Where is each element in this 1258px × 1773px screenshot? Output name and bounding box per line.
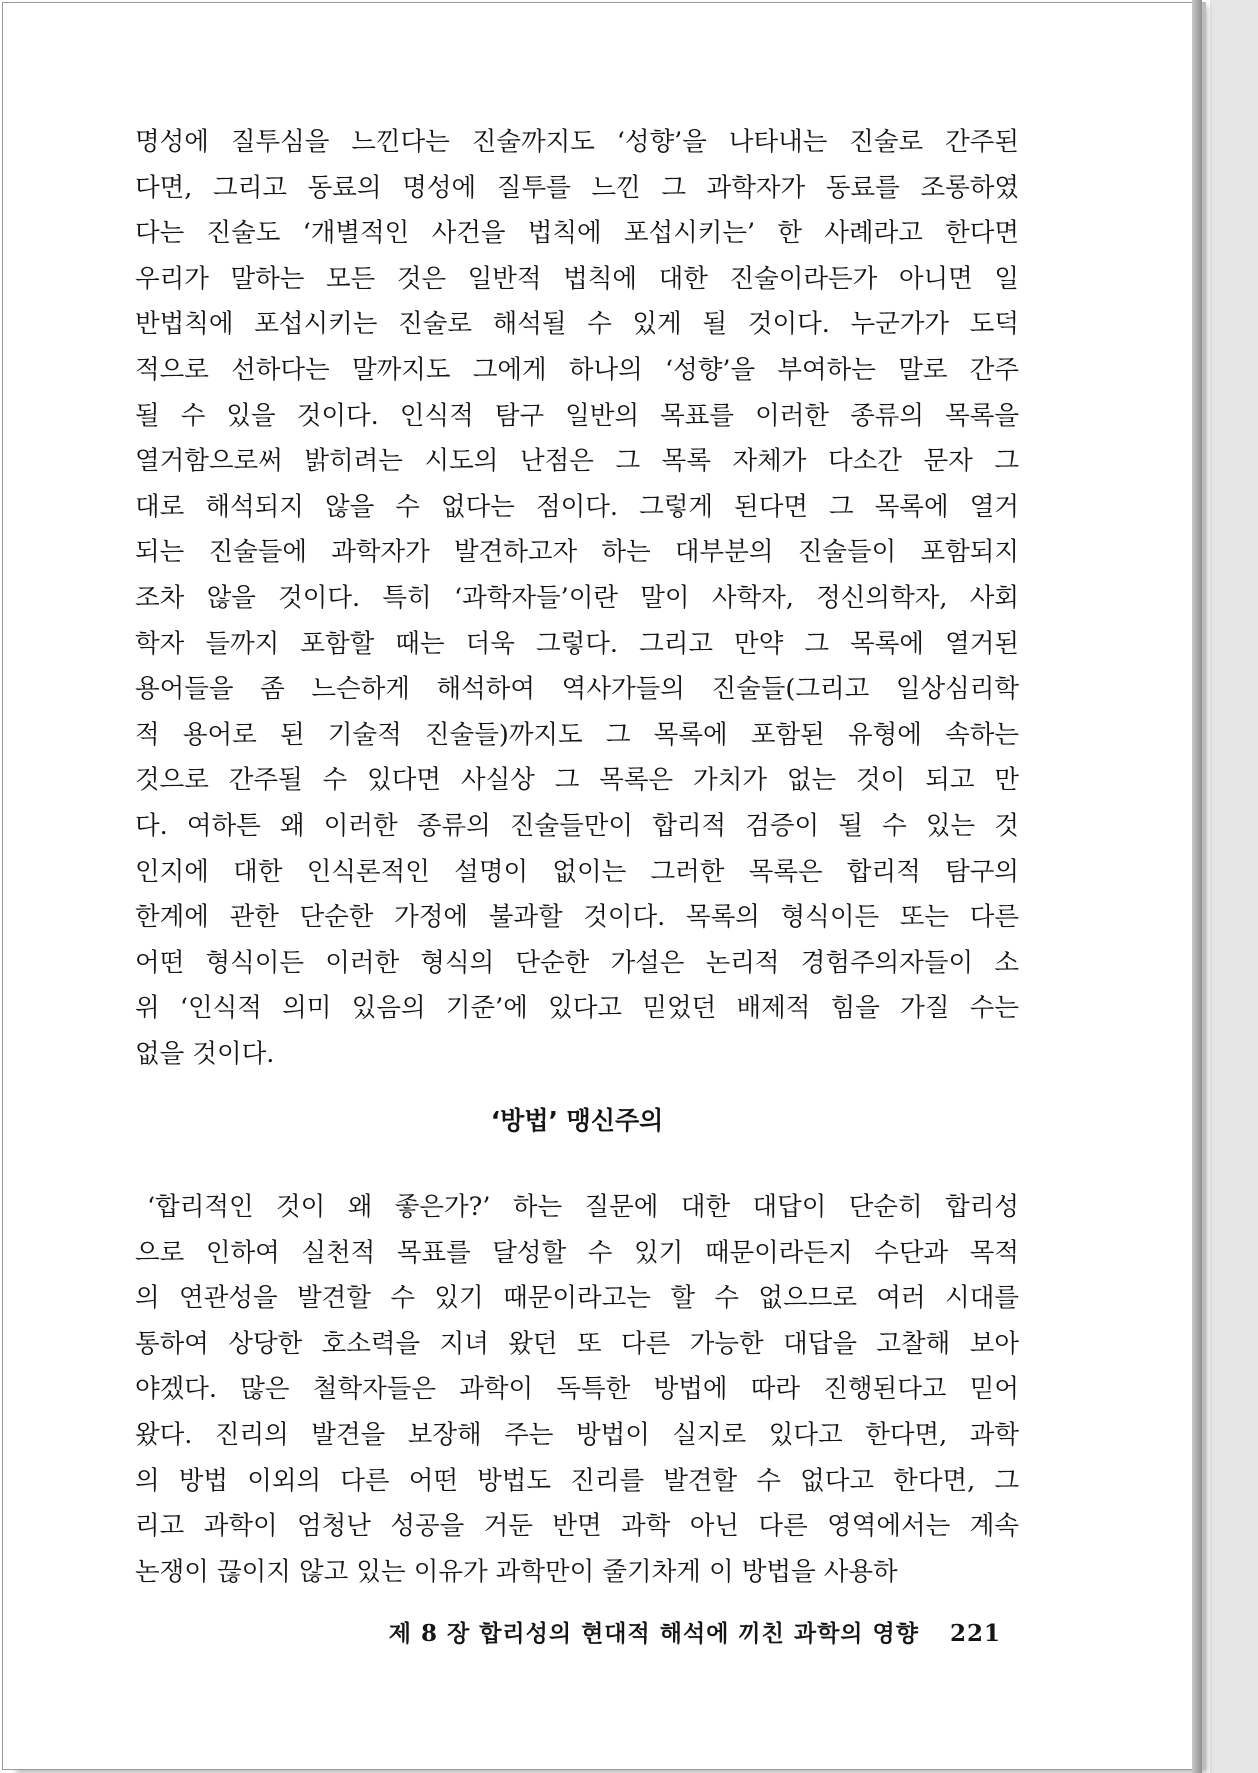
text-line: 어떤 형식이든 이러한 형식의 단순한 가설은 논리적 경험주의자들이 소 [135,947,1019,978]
page-number: 221 [949,1620,1001,1647]
text-line: 리고 과학이 엄청난 성공을 거둔 반면 과학 아닌 다른 영역에서는 계속 [135,1511,1019,1542]
text-line: 왔다. 진리의 발견을 보장해 주는 방법이 실지로 있다고 한다면, 과학 [135,1419,1019,1450]
text-line: 대로 해석되지 않을 수 없다는 점이다. 그렇게 된다면 그 목록에 열거 [135,491,1019,522]
text-line: 열거함으로써 밝히려는 시도의 난점은 그 목록 자체가 다소간 문자 그 [135,446,1019,477]
text-line: 한계에 관한 단순한 가정에 불과할 것이다. 목록의 형식이든 또는 다른 [135,902,1019,933]
viewer-gutter [1210,0,1258,1773]
text-line: 용어들을 좀 느슨하게 해석하여 역사가들의 진술들(그리고 일상심리학 [135,674,1019,705]
text-line: 다. 여하튼 왜 이러한 종류의 진술들만이 합리적 검증이 될 수 있는 것 [135,810,1019,841]
text-line: 다는 진술도 ‘개별적인 사건을 법칙에 포섭시키는’ 한 사례라고 한다면 [135,218,1019,249]
text-line: 없을 것이다. [135,1038,275,1069]
text-line: 야겠다. 많은 철학자들은 과학이 독특한 방법에 따라 진행된다고 믿어 [135,1374,1019,1405]
text-line: 위 ‘인식적 의미 있음의 기준’에 있다고 믿었던 배제적 힘을 가질 수는 [135,993,1019,1024]
text-line: 논쟁이 끊이지 않고 있는 이유가 과학만이 줄기차게 이 방법을 사용하 [135,1556,898,1587]
page-footer [135,1615,1001,1648]
text-line: 인지에 대한 인식론적인 설명이 없이는 그러한 목록은 합리적 탐구의 [135,856,1019,887]
text-line: 되는 진술들에 과학자가 발견하고자 하는 대부분의 진술들이 포함되지 [135,537,1019,568]
text-line: 의 방법 이외의 다른 어떤 방법도 진리를 발견할 수 없다고 한다면, 그 [135,1465,1019,1496]
text-line: 것으로 간주될 수 있다면 사실상 그 목록은 가치가 없는 것이 되고 만 [135,765,1019,796]
text-line: ‘합리적인 것이 왜 좋은가?’ 하는 질문에 대한 대답이 단순히 합리성 [147,1192,1019,1222]
text-line: 우리가 말하는 모든 것은 일반적 법칙에 대한 진술이라든가 아니면 일 [135,263,1019,294]
text-line: 적 용어로 된 기술적 진술들)까지도 그 목록에 포함된 유형에 속하는 [135,719,1019,750]
text-line: 명성에 질투심을 느낀다는 진술까지도 ‘성향’을 나타내는 진술로 간주된 [135,127,1019,157]
text-line: 의 연관성을 발견할 수 있기 때문이라고는 할 수 없으므로 여러 시대를 [135,1283,1019,1314]
text-line: 학자 들까지 포함할 때는 더욱 그렇다. 그리고 만약 그 목록에 열거된 [135,628,1019,659]
section-heading: ‘방법’ 맹신주의 [490,1106,664,1135]
book-page [2,2,1194,1770]
text-line: 으로 인하여 실천적 목표를 달성할 수 있기 때문이라든지 수단과 목적 [135,1237,1019,1268]
page-edge-shadow [1192,0,1202,1773]
paragraph-2 [135,1185,1019,1595]
text-line: 다면, 그리고 동료의 명성에 질투를 느낀 그 과학자가 동료를 조롱하였 [135,172,1019,203]
paragraph-1 [135,120,1019,1077]
text-line: 반법칙에 포섭시키는 진술로 해석될 수 있게 될 것이다. 누군가가 도덕 [135,309,1019,340]
text-line: 조차 않을 것이다. 특히 ‘과학자들’이란 말이 사학자, 정신의학자, 사회 [135,582,1019,613]
text-line: 통하여 상당한 호소력을 지녀 왔던 또 다른 가능한 대답을 고찰해 보아 [135,1328,1019,1359]
text-line: 적으로 선하다는 말까지도 그에게 하나의 ‘성향’을 부여하는 말로 간주 [135,354,1019,385]
running-title: 제 8 장 합리성의 현대적 해석에 끼친 과학의 영향 [388,1620,919,1647]
text-line: 될 수 있을 것이다. 인식적 탐구 일반의 목표를 이러한 종류의 목록을 [135,400,1019,431]
